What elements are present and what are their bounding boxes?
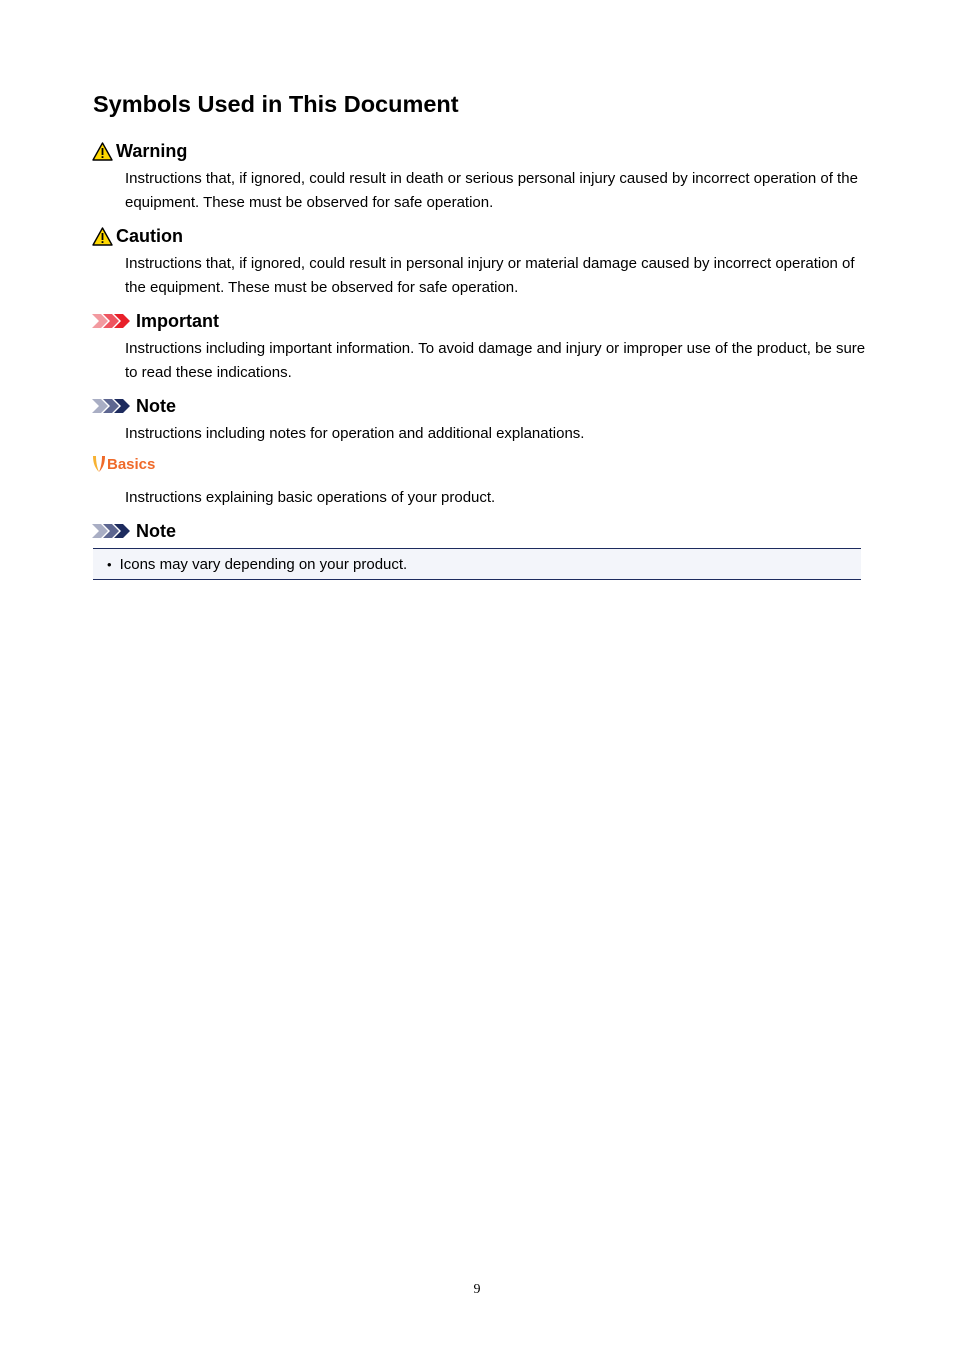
- warning-text: Instructions that, if ignored, could result in death or serious personal injury caused by incorrect operation of the equipment. These must be observed for safe operation.: [125, 170, 858, 211]
- warning-triangle-icon: [92, 142, 113, 161]
- basics-label: Basics: [107, 455, 156, 473]
- note-item-text: Icons may vary depending on your product.: [119, 555, 408, 573]
- page-number: 9: [473, 1282, 481, 1297]
- note-text: Instructions including notes for operation and additional explanations.: [125, 425, 585, 442]
- important-text: Instructions including important information. To avoid damage and injury or improper use of the product, be sure to read these indications.: [125, 340, 866, 381]
- important-chevrons-icon: [92, 313, 131, 329]
- list-item: [93, 556, 407, 573]
- note-box: [93, 548, 861, 580]
- caution-text: Instructions that, if ignored, could result in personal injury or material damage caused by incorrect operation of the equipment. These must be observed for safe operation.: [125, 255, 855, 296]
- note-chevrons-icon: [92, 523, 131, 539]
- important-heading: [92, 309, 219, 333]
- page-title: Symbols Used in This Document: [93, 91, 459, 117]
- bullet-icon: •: [107, 556, 112, 572]
- warning-heading: [92, 139, 187, 163]
- note-label: Note: [136, 396, 176, 416]
- caution-triangle-icon: [92, 227, 113, 246]
- caution-label: Caution: [116, 226, 183, 246]
- bottom-note-label: Note: [136, 521, 176, 541]
- important-label: Important: [136, 311, 219, 331]
- basics-leaf-icon: [92, 455, 106, 473]
- note-chevrons-icon: [92, 398, 131, 414]
- bottom-note-heading: [92, 519, 176, 543]
- note-heading: [92, 394, 176, 418]
- basics-heading: [92, 453, 155, 475]
- warning-label: Warning: [116, 141, 188, 161]
- caution-heading: [92, 224, 183, 248]
- basics-text: Instructions explaining basic operations of your product.: [125, 489, 496, 506]
